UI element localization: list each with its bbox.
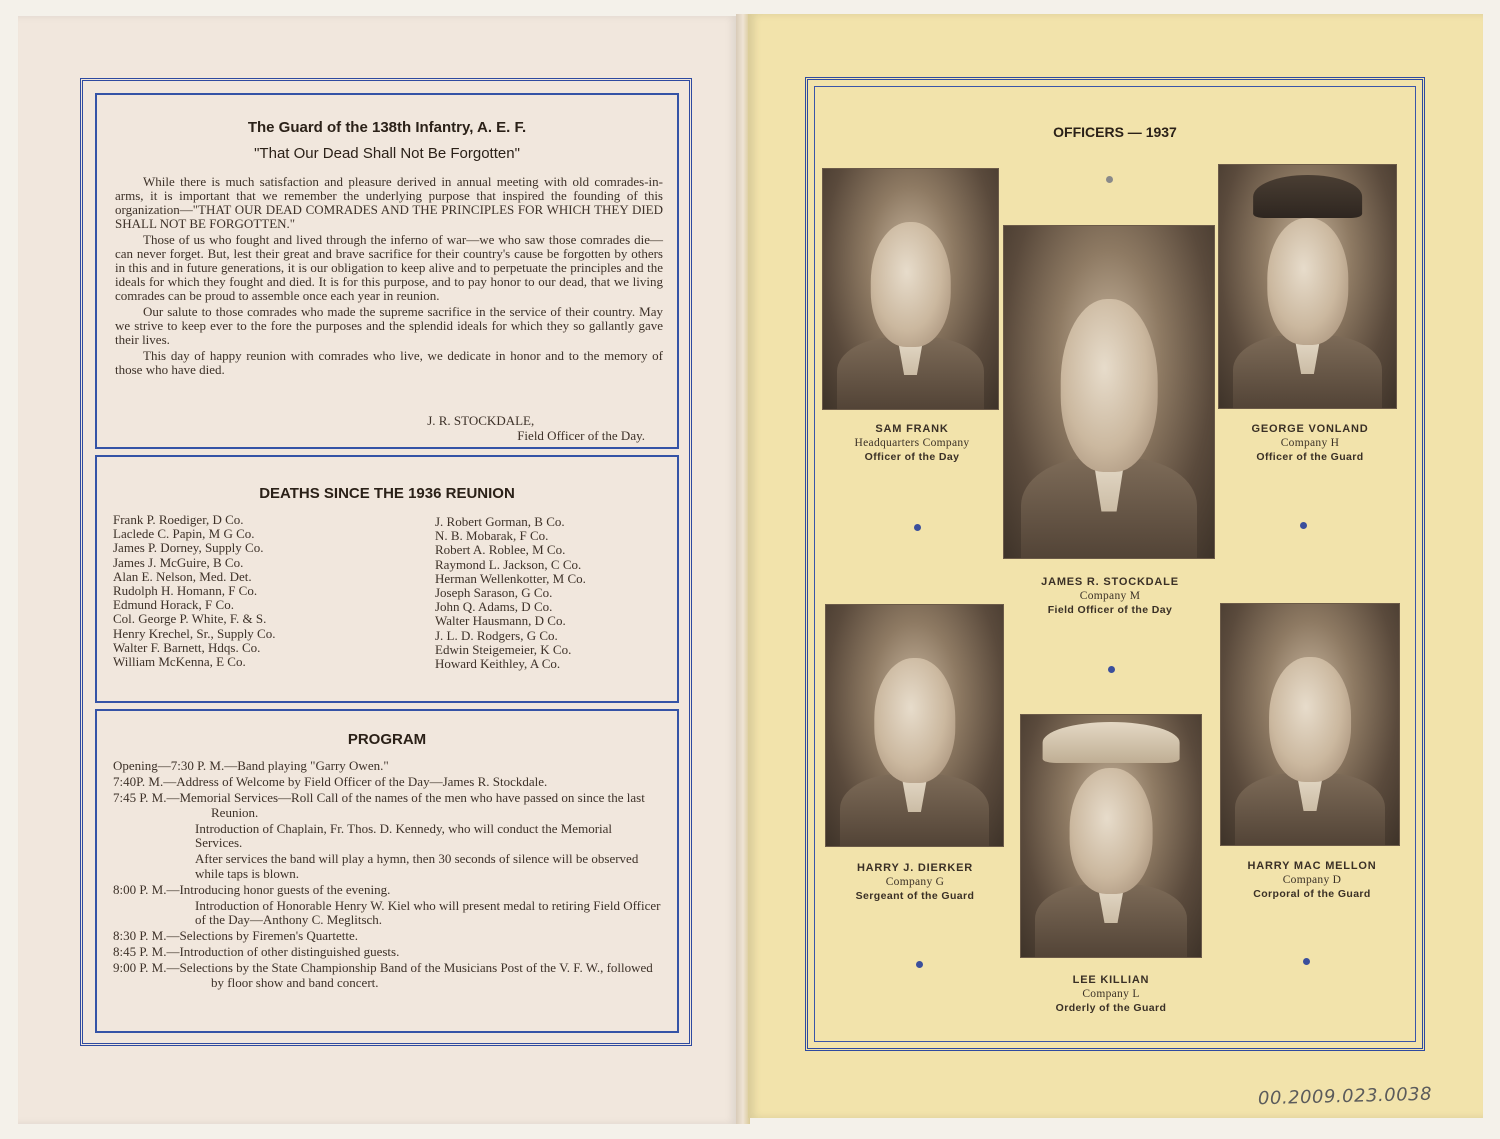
program-item — [113, 883, 661, 898]
guard-paragraph: Our salute to those comrades who made the supreme sacrifice in the service of their country. May we strive to keep ever to the fore the purposes and the splendid ideals for which they so gallantly gave their lives. — [115, 304, 663, 347]
guard-statement-box — [95, 93, 679, 449]
guard-paragraph: Those of us who fought and lived through the inferno of war—we who saw those comrades die—can never forget. But, lest their great and brave sacrifice for their country's cause be forgotten by others in this and in future generations, it is our obligation to keep alive and to perpetuate the principles and the ideals for which they fought and died. It is for this purpose, and to pay honor to our dead, that we living comrades can be proud to assemble once each year in reunion. — [115, 232, 663, 303]
program-item — [113, 961, 661, 990]
officer-role: Corporal of the Guard — [1253, 888, 1371, 900]
officer-name: HARRY MAC MELLON — [1247, 860, 1377, 872]
program-item — [113, 852, 661, 881]
officer-photo-george-vonland — [1218, 164, 1397, 409]
program-item — [113, 929, 661, 944]
death-entry: Henry Krechel, Sr., Supply Co. — [113, 625, 276, 641]
program-item — [113, 759, 661, 774]
officer-caption — [1214, 859, 1410, 901]
program-item-text: Band playing "Garry Owen." — [237, 758, 389, 773]
officer-role: Sergeant of the Guard — [855, 890, 975, 902]
officer-company: Company H — [1280, 437, 1340, 449]
guard-statement-text — [115, 175, 663, 379]
program-item-text: Introduction of Honorable Henry W. Kiel who will present medal to retiring Field Officer of the Day—Anthony C. Meglitsch. — [195, 897, 661, 927]
officer-photo-harry-mac-mellon — [1220, 603, 1400, 846]
officer-role: Orderly of the Guard — [1055, 1002, 1167, 1014]
staple-hole — [916, 961, 923, 968]
officer-name: HARRY J. DIERKER — [856, 862, 974, 874]
officer-caption — [820, 861, 1010, 903]
guard-title: The Guard of the 138th Infantry, A. E. F. — [247, 119, 527, 136]
officer-role: Field Officer of the Day — [1047, 604, 1173, 616]
officer-company: Company G — [885, 876, 945, 888]
officer-photo-james-stockdale — [1003, 225, 1215, 559]
death-entry: Col. George P. White, F. & S. — [113, 611, 267, 627]
program-item-time: Opening—7:30 P. M.— — [113, 758, 238, 773]
death-entry: Edmund Horack, F Co. — [113, 597, 234, 613]
program-item — [113, 791, 661, 820]
officer-role: Officer of the Day — [864, 451, 960, 463]
death-entry: Walter F. Barnett, Hdqs. Co. — [113, 639, 261, 655]
death-entry: Raymond L. Jackson, C Co. — [435, 556, 582, 572]
staple-hole — [1303, 958, 1310, 965]
deaths-box — [95, 455, 679, 703]
deaths-title: DEATHS SINCE THE 1936 REUNION — [259, 485, 515, 502]
program-item-text: Selections by the State Championship Band of the Musicians Post of the V. F. W., followed by floor show and band concert. — [179, 960, 653, 990]
death-entry: William McKenna, E Co. — [113, 654, 246, 670]
program-item — [113, 945, 661, 960]
officer-caption — [1000, 575, 1220, 617]
officer-name: LEE KILLIAN — [1072, 974, 1150, 986]
program-item-time: 7:45 P. M.— — [113, 790, 180, 805]
program-item-time: 7:40P. M.— — [113, 774, 177, 789]
staple-hole — [1106, 176, 1113, 183]
death-entry: Frank P. Roediger, D Co. — [113, 512, 244, 527]
program-item-time: 8:00 P. M.— — [113, 881, 180, 897]
signature-block — [427, 413, 645, 443]
catalog-number: 00.2009.023.0038 — [1257, 1083, 1433, 1110]
program-item-text: Selections by Firemen's Quartette. — [179, 928, 358, 943]
death-entry: J. L. D. Rodgers, G Co. — [435, 627, 558, 643]
program-item-text: Address of Welcome by Field Officer of the Day—James R. Stockdale. — [176, 774, 548, 789]
death-entry: Howard Keithley, A Co. — [435, 656, 561, 672]
death-entry: Herman Wellenkotter, M Co. — [435, 570, 586, 586]
program-item-text: Introducing honor guests of the evening. — [179, 881, 391, 897]
death-entry: J. Robert Gorman, B Co. — [435, 514, 565, 529]
program-item-text: Introduction of Chaplain, Fr. Thos. D. Kennedy, who will conduct the Memorial Services. — [195, 820, 613, 850]
signature-title: Field Officer of the Day. — [517, 428, 645, 443]
program-item-time: 8:45 P. M.— — [113, 944, 180, 959]
death-entry: Alan E. Nelson, Med. Det. — [113, 568, 252, 584]
death-entry: John Q. Adams, D Co. — [435, 599, 553, 615]
officer-company: Company M — [1079, 590, 1141, 602]
death-entry: Laclede C. Papin, M G Co. — [113, 526, 255, 542]
staple-hole — [914, 524, 921, 531]
program-item-time: 9:00 P. M.— — [113, 960, 180, 975]
officer-caption — [1016, 973, 1206, 1015]
death-entry: Walter Hausmann, D Co. — [435, 613, 566, 629]
guard-paragraph: This day of happy reunion with comrades who live, we dedicate in honor and to the memory of those who have died. — [115, 348, 663, 377]
program-item — [113, 775, 661, 790]
guard-paragraph: While there is much satisfaction and pleasure derived in annual meeting with old comrades-in-arms, it is important that we remember the underlying purpose that inspired the founding of this organization—"THAT OUR DEAD COMRADES AND THE PRINCIPLES FOR WHICH THEY DIED SHALL NOT BE FORGOTTEN." — [115, 174, 663, 231]
death-entry: N. B. Mobarak, F Co. — [435, 528, 549, 544]
guard-motto: "That Our Dead Shall Not Be Forgotten" — [254, 145, 520, 162]
officer-photo-lee-killian — [1020, 714, 1202, 958]
officer-photo-harry-dierker — [825, 604, 1004, 847]
officer-name: SAM FRANK — [875, 423, 949, 435]
death-entry: Edwin Steigemeier, K Co. — [435, 641, 572, 657]
program-item-text: Memorial Services—Roll Call of the names of the men who have passed on since the last Reunion. — [179, 790, 645, 820]
officer-role: Officer of the Guard — [1256, 451, 1364, 463]
program-box — [95, 709, 679, 1033]
officer-caption — [822, 422, 1002, 464]
program-item — [113, 822, 661, 851]
officer-company: Company D — [1282, 874, 1342, 886]
program-item-text: Introduction of other distinguished guests. — [179, 944, 400, 959]
staple-hole — [1300, 522, 1307, 529]
death-entry: James J. McGuire, B Co. — [113, 554, 244, 570]
program-item — [113, 899, 661, 928]
officer-company: Company L — [1082, 988, 1140, 1000]
officers-title: OFFICERS — 1937 — [1053, 124, 1177, 140]
death-entry: Rudolph H. Homann, F Co. — [113, 583, 258, 599]
program-list — [113, 759, 661, 992]
deaths-column-right — [435, 515, 586, 671]
officer-name: JAMES R. STOCKDALE — [1041, 576, 1179, 588]
death-entry: Joseph Sarason, G Co. — [435, 585, 553, 601]
left-page-border — [80, 78, 692, 1046]
officer-company: Headquarters Company — [854, 437, 970, 449]
officer-photo-sam-frank — [822, 168, 999, 410]
signature-name: J. R. STOCKDALE, — [427, 413, 535, 428]
program-item-text: After services the band will play a hymn, then 30 seconds of silence will be observed while taps is blown. — [195, 851, 639, 881]
staple-hole — [1108, 666, 1115, 673]
officer-caption — [1216, 422, 1404, 464]
deaths-column-left — [113, 513, 275, 669]
officer-name: GEORGE VONLAND — [1251, 423, 1369, 435]
death-entry: Robert A. Roblee, M Co. — [435, 542, 566, 558]
program-title: PROGRAM — [347, 731, 427, 748]
death-entry: James P. Dorney, Supply Co. — [113, 540, 264, 556]
program-item-time: 8:30 P. M.— — [113, 928, 180, 943]
